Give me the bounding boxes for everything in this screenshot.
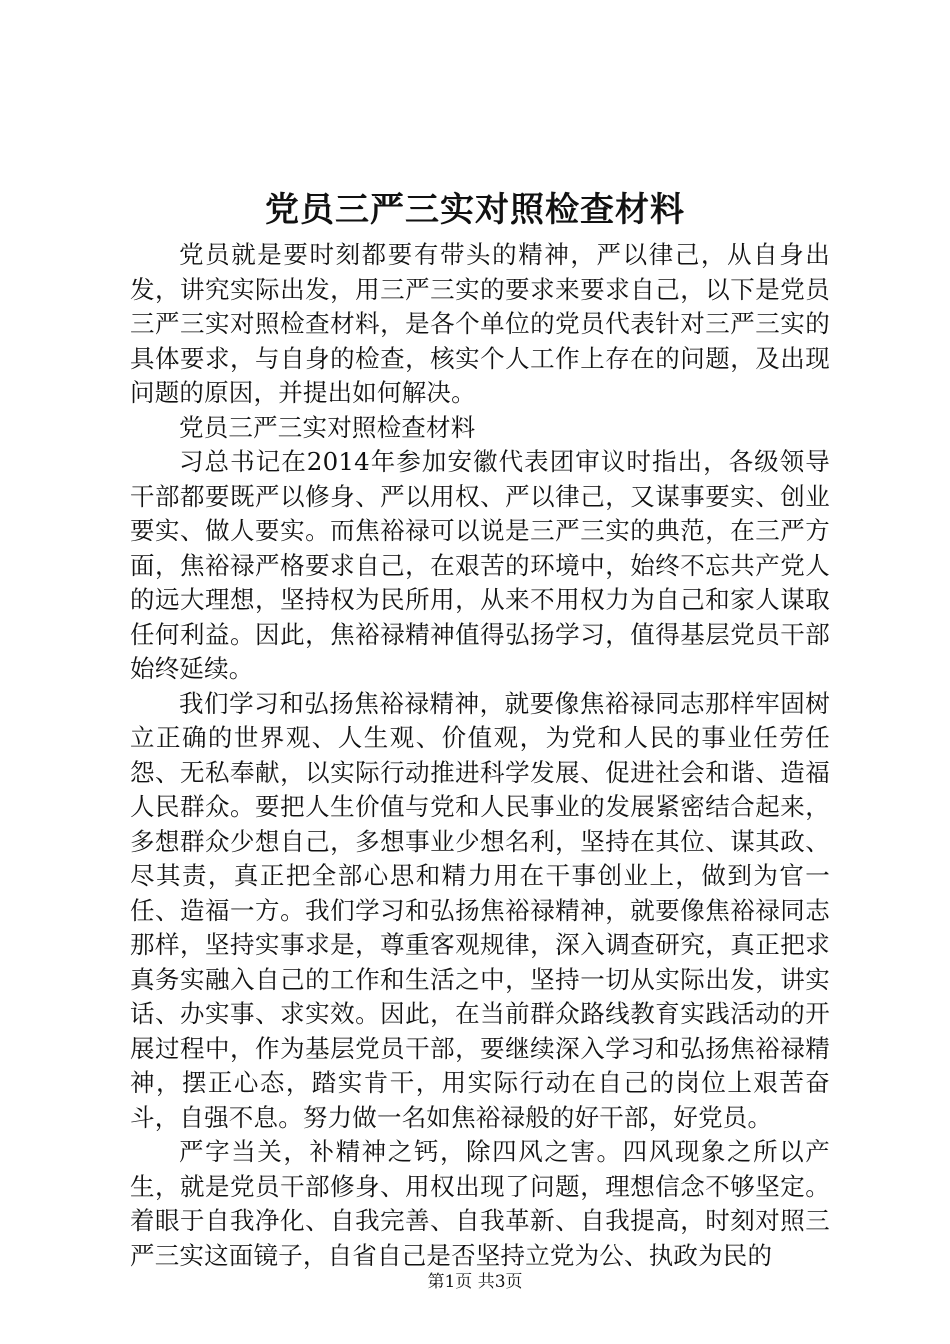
page-number-footer: 第1页 共3页 [427,1272,523,1292]
body-paragraph: 严字当关，补精神之钙，除四风之害。四风现象之所以产生，就是党员干部修身、用权出现了问题，理想信念不够坚定。着眼于自我净化、自我完善、自我革新、自我提高，时刻对照三严三实这面镜子，自省自己是否坚持立党为公、执政为民的 [130,1137,830,1270]
body-paragraph: 我们学习和弘扬焦裕禄精神，就要像焦裕禄同志那样牢固树立正确的世界观、人生观、价值观，为党和人民的事业任劳任怨、无私奉献，以实际行动推进科学发展、促进社会和谐、造福人民群众。要把人生价值与党和人民事业的发展紧密结合起来，多想群众少想自己，多想事业少想名利，坚持在其位、谋其政、尽其责，真正把全部心思和精力用在干事创业上，做到为官一任、造福一方。我们学习和弘扬焦裕禄精神，就要像焦裕禄同志那样，坚持实事求是，尊重客观规律，深入调查研究，真正把求真务实融入自己的工作和生活之中，坚持一切从实际出发，讲实话、办实事、求实效。因此，在当前群众路线教育实践活动的开展过程中，作为基层党员干部，要继续深入学习和弘扬焦裕禄精神，摆正心态，踏实肯干，用实际行动在自己的岗位上艰苦奋斗，自强不息。努力做一名如焦裕禄般的好干部，好党员。 [130,688,830,1132]
document-title: 党员三严三实对照检查材料 [265,190,685,230]
section-subheading: 党员三严三实对照检查材料 [179,412,476,442]
body-paragraph: 习总书记在2014年参加安徽代表团审议时指出，各级领导干部都要既严以修身、严以用权、严以律己，又谋事要实、创业要实、做人要实。而焦裕禄可以说是三严三实的典范，在三严方面，焦裕禄严格要求自己，在艰苦的环境中，始终不忘共产党人的远大理想，坚持权为民所用，从来不用权力为自己和家人谋取任何利益。因此，焦裕禄精神值得弘扬学习，值得基层党员干部始终延续。 [130,447,830,683]
intro-paragraph: 党员就是要时刻都要有带头的精神，严以律己，从自身出发，讲究实际出发，用三严三实的要求来要求自己，以下是党员三严三实对照检查材料，是各个单位的党员代表针对三严三实的具体要求，与自身的检查，核实个人工作上存在的问题，及出现问题的原因，并提出如何解决。 [130,240,830,407]
document-body [130,238,830,1273]
